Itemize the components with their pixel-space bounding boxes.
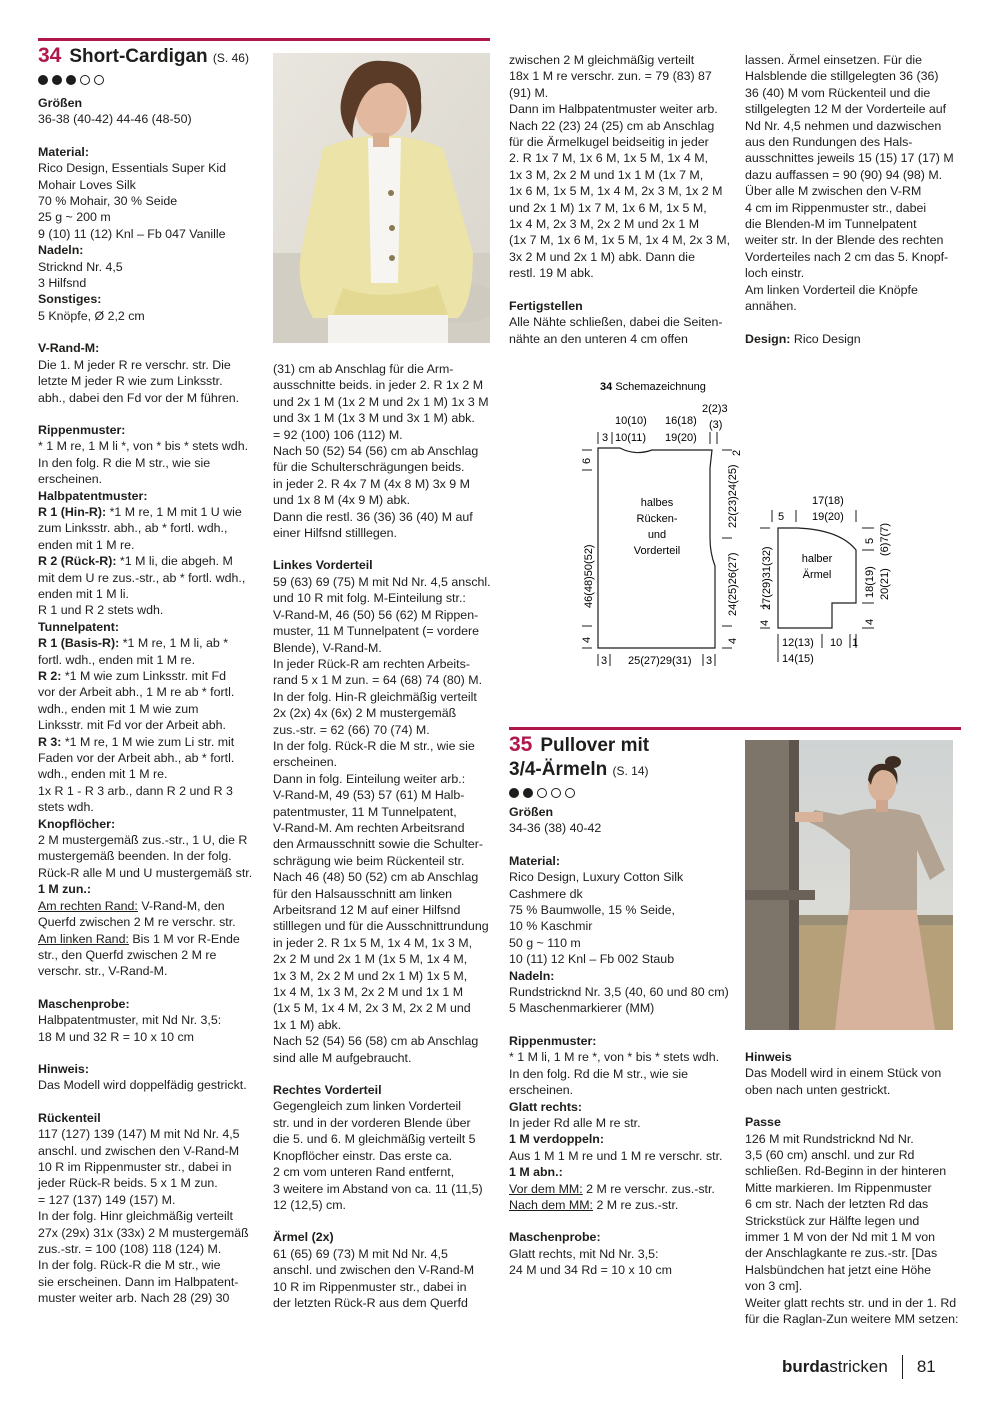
needles-text: Stricknd Nr. 4,5 3 Hilfsnd (38, 259, 123, 291)
sizes-heading: Größen (509, 805, 554, 819)
hinweis-text: Das Modell wird in einem Stück von oben nach unten gestrickt. (745, 1066, 942, 1097)
section-rule-34 (38, 38, 490, 41)
sleeve-dim-right-top-2: (6)7(7) (879, 522, 891, 556)
difficulty-dot-filled (523, 788, 533, 798)
sleeve-dim-left: 27(29)31(32) (761, 546, 773, 610)
body-dim-right-1: 22(23)24(25) (727, 464, 739, 528)
zun-right (38, 898, 268, 931)
footer-divider (902, 1355, 903, 1379)
zun-left-label: Am linken Rand: (38, 931, 129, 946)
vrand-text: Die 1. M jeder R re verschr. str. Die letzte M jeder R wie zum Linksstr. abh., dabei den Fd vor der M führen. (38, 357, 240, 405)
row-label: R 2 (Rück-R): (38, 554, 117, 569)
row-text: *1 M re, 1 M li, ab * fortl. wdh., enden mit 1 M re. (38, 636, 229, 667)
body-dim-bottom-b: 3 (706, 655, 713, 667)
page-reference: (S. 14) (612, 764, 649, 778)
body-dim-right-top: 2 (731, 449, 743, 456)
label-line: Ärmel (802, 569, 832, 581)
body-dim-top-4: (3) (709, 419, 723, 431)
pattern-34-header (38, 44, 268, 70)
design-label: Design: (745, 331, 791, 346)
difficulty-dot-empty (537, 788, 547, 798)
schematic-diagram (560, 378, 960, 678)
ruecken-continued: (31) cm ab Anschlag für die Arm- ausschnitte beids. in jeder 2. R 1x 2 M und 2x 1 M (1x 2 M und 2x 1 M) 1x 3 M und 3x 1 M (1x 3 M und 3x 1 M) abk. = 92 (100) 106 (112) M. Nach 50 (52) 54 (56) cm ab Anschlag für die Schulterschrägungen beids. in jeder 2. R 4x 7 M (4x 8 M) 3x 9 M und 1x 8 M (4x 9 M) abk. Dann die restl. 36 (36) 36 (40) M auf einer Hilfsnd stilllegen. (273, 362, 489, 541)
body-dim-right-2: 24(25)26(27) (727, 552, 739, 616)
needles-heading: Nadeln: (38, 243, 84, 258)
probe-text: Halbpatentmuster, mit Nd Nr. 3,5: 18 M und 32 R = 10 x 10 cm (38, 1013, 222, 1044)
schematic-svg (560, 378, 960, 678)
body-dim-left-bottom: 4 (581, 636, 593, 643)
label-line: und (647, 529, 667, 541)
hinweis-heading: Hinweis: (38, 1061, 89, 1076)
body-dim-top-3: 2(2)3 (702, 403, 728, 415)
sizes-heading: Größen (38, 96, 83, 110)
body-piece-label-text (634, 497, 680, 557)
vrand-heading: V-Rand-M: (38, 341, 100, 356)
tunnel-heading: Tunnelpatent: (38, 619, 119, 634)
difficulty-dot-filled (66, 75, 76, 85)
fertig-text: Alle Nähte schließen, dabei die Seiten- nähte an den unteren 4 cm offen (509, 315, 723, 346)
body-dim-bottom: 25(27)29(31) (628, 655, 692, 667)
passe-text: 126 M mit Rundstricknd Nd Nr. 3,5 (60 cm) anschl. und zur Rd schließen. Rd-Beginn in der hinteren Mitte markieren. Im Rippenmuster 6 cm str. Nach der letzten Rd das Strickstück zur Hälfte legen und immer 1 M von der Nd mit 1 M von der Anschlagkante re zus.-str. [Das Halsbündchen hat jetzt eine Höhe von 3 cm]. Weiter glatt rechts str. und in der 1. Rd für die Raglan-Zun weitere MM setzen: (745, 1131, 959, 1327)
column-3 (509, 52, 734, 347)
glatt-text: In jeder Rd alle M re str. (509, 1115, 641, 1130)
body-dim-bottom-a: 3 (601, 655, 608, 667)
body-dim-right-bottom: 4 (727, 637, 739, 644)
row-text: *1 M re, 1 M mit 1 U wie zum Linksstr. abh., ab * fortl. wdh., enden mit 1 M re. (38, 504, 242, 552)
rippen-text: * 1 M li, 1 M re *, von * bis * stets wdh. In den folg. Rd die M str., wie sie erscheinen. (509, 1050, 720, 1098)
difficulty-dot-filled (509, 788, 519, 798)
column-4-pattern-35 (745, 1049, 970, 1328)
pullover-photo (745, 740, 953, 1030)
body-dim-left-top: 6 (581, 457, 593, 464)
abn-before-text: 2 M re verschr. zus.-str. (582, 1181, 715, 1196)
brand-bold: burda (782, 1356, 830, 1376)
magazine-brand (782, 1356, 888, 1376)
abn-after-label: Nach dem MM: (509, 1197, 593, 1212)
needles-text: Rundstricknd Nr. 3,5 (40, 60 und 80 cm) 5 Maschenmarkierer (MM) (509, 985, 729, 1016)
halbpatent-heading: Halbpatentmuster: (38, 488, 148, 503)
halbpatent-row-1 (38, 504, 268, 553)
pattern-title-2-text: 3/4-Ärmeln (509, 759, 608, 780)
tunnel-row-2 (38, 668, 268, 734)
pattern-title-text: Short-Cardigan (69, 46, 208, 67)
verd-text: Aus 1 M 1 M re und 1 M re verschr. str. (509, 1148, 723, 1163)
pattern-number: 34 (38, 44, 62, 67)
difficulty-dot-empty (80, 75, 90, 85)
abn-heading: 1 M abn.: (509, 1165, 563, 1180)
zun-left (38, 931, 268, 980)
body-dim-top-1: 10(10) (615, 415, 647, 427)
hinweis-text: Das Modell wird doppelfädig gestrickt. (38, 1078, 247, 1093)
brand-rest: stricken (829, 1356, 888, 1376)
body-dim-top-c: 19(20) (665, 432, 697, 444)
abn-after-text: 2 M re zus.-str. (593, 1197, 679, 1212)
body-dim-top-a: 3 (602, 432, 609, 444)
body-dim-top-b: 10(11) (615, 432, 646, 444)
ruecken-text: 117 (127) 139 (147) M mit Nd Nr. 4,5 anschl. und zwischen den V-Rand-M 10 R im Rippenmuster str., dabei in jeder Rück-R beids. 5 x 1 M zun. = 127 (137) 149 (157) M. In der folg. Hinr gleichmäßig verteilt 27x (29x) 31x (33x) 2 M mustergemäß zus.-str. = 100 (108) 118 (124) M. In der folg. Rück-R die M str., wie sie erscheinen. Dann im Halbpatent- muster weiter arb. Nach 28 (29) 30 (38, 1127, 249, 1306)
page-number: 81 (916, 1356, 936, 1376)
zun-right-label: Am rechten Rand: (38, 898, 138, 913)
difficulty-dot-empty (94, 75, 104, 85)
pattern-title: Pullover mit (540, 735, 650, 756)
sleeve-dim-bottom-4: 14(15) (782, 653, 814, 665)
label-line: halbes (640, 497, 674, 509)
other-text: 5 Knöpfe, Ø 2,2 cm (38, 308, 145, 323)
difficulty-dot-empty (551, 788, 561, 798)
linkes-heading: Linkes Vorderteil (273, 558, 373, 573)
section-rule-35 (509, 727, 961, 730)
schematic-title-text: Schemazeichnung (615, 381, 706, 393)
fertig-continued: lassen. Ärmel einsetzen. Für die Halsblende die stillgelegten 36 (36) 36 (40) M vom Rückenteil und die stillgelegten 12 M der Vorderteile auf Nd Nr. 4,5 nehmen und dazwischen aus den Rundungen des Hals- ausschnittes jeweils 15 (15) 17 (17) M dazu auffassen = 90 (90) 94 (98) M. Über alle M zwischen den V-RM 4 cm im Rippenmuster str., dabei die Blenden-M im Tunnelpatent weiter str. In der Blende des rechten Vorderteiles nach 2 cm das 5. Knopf- loch einstr. Am linken Vorderteil die Knöpfe annähen. (745, 53, 954, 314)
cardigan-photo-illustration (273, 53, 490, 343)
aermel-text: 61 (65) 69 (73) M mit Nd Nr. 4,5 anschl. und zwischen den V-Rand-M 10 R im Rippenmuster str., dabei in der letzten Rück-R aus dem Querfd (273, 1246, 475, 1310)
page-footer (782, 1355, 936, 1379)
label-line: Rücken- (636, 513, 678, 525)
material-text: Rico Design, Luxury Cotton Silk Cashmere dk 75 % Baumwolle, 15 % Seide, 10 % Kaschmir 50 g ~ 110 m 10 (11) 12 Knl – Fb 002 Staub (509, 870, 684, 967)
passe-heading: Passe (745, 1115, 781, 1130)
fertig-heading: Fertigstellen (509, 298, 583, 313)
column-3-pattern-35 (509, 733, 739, 1279)
other-heading: Sonstiges: (38, 292, 102, 307)
abn-before (509, 1181, 739, 1197)
difficulty-rating (38, 75, 268, 85)
pattern-title (69, 45, 249, 70)
pattern-number: 35 (509, 733, 533, 756)
sleeve-dim-top-1: 17(18) (812, 495, 844, 507)
glatt-heading: Glatt rechts: (509, 1099, 582, 1114)
difficulty-dot-filled (52, 75, 62, 85)
abn-after (509, 1197, 739, 1213)
body-dim-top-2: 16(18) (665, 415, 697, 427)
ruecken-heading: Rückenteil (38, 1110, 101, 1125)
rippen-text: * 1 M re, 1 M li *, von * bis * stets wdh. In den folg. R die M str., wie sie erscheinen. (38, 439, 249, 487)
difficulty-rating (509, 788, 739, 798)
linkes-text: 59 (63) 69 (75) M mit Nd Nr. 4,5 anschl. und 10 R mit folg. M-Einteilung str.: V-Rand-M, 46 (50) 56 (62) M Rippen- muster, 11 M Tunnelpatent (= vordere Blende), V-Rand-M. In jeder Rück-R am rechten Arbeits- rand 5 x 1 M zun. = 64 (68) 74 (80) M. In der folg. Hin-R gleichmäßig verteilt 2x (2x) 4x (6x) 2 M mustergemäß zus.-str. = 62 (66) 70 (74) M. In der folg. Rück-R die M str., wie sie erscheinen. Dann in folg. Einteilung weiter arb.: V-Rand-M, 49 (53) 57 (61) M Halb- patentmuster, 11 M Tunnelpatent, V-Rand-M. Am rechten Arbeitsrand den Armausschnitt sowie die Schulter- schrägung wie beim Rückenteil str. Nach 46 (48) 50 (52) cm ab Anschlag für den Halsausschnitt am linken Arbeitsrand 12 M auf einer Hilfsnd stilllegen und für die Ausschnittrundung in jeder 2. R 1x 5 M, 1x 4 M, 1x 3 M, 2x 2 M und 2x 1 M (1x 5 M, 1x 4 M, 1x 3 M, 2x 2 M und 2x 1 M) 1x 5 M, 1x 4 M, 1x 3 M, 2x 2 M und 1x 1 M (1x 5 M, 1x 4 M, 2x 3 M, 2x 2 M und 1x 1 M) abk. Nach 52 (54) 56 (58) cm ab Anschlag sind alle M aufgebraucht. (273, 574, 491, 1065)
row-label: R 3: (38, 734, 62, 749)
probe-text: Glatt rechts, mit Nd Nr. 3,5: 24 M und 34 Rd = 10 x 10 cm (509, 1246, 672, 1278)
halbpatent-row-2 (38, 553, 268, 619)
sizes-text: 36-38 (40-42) 44-46 (48-50) (38, 112, 192, 127)
design-text: Rico Design (790, 331, 861, 346)
sleeve-dim-bottom-2: 10 (830, 637, 843, 649)
sleeve-dim-left-bottom: 4 (759, 619, 771, 626)
schematic-number: 34 (600, 381, 613, 393)
knopf-heading: Knopflöcher: (38, 816, 116, 831)
tunnel-row-1 (38, 635, 268, 668)
material-heading: Material: (509, 853, 560, 868)
sleeve-dim-right-2: 20(21) (879, 568, 891, 600)
rippen-heading: Rippenmuster: (509, 1033, 597, 1048)
sleeve-dim-right-bottom: 4 (864, 618, 876, 625)
sleeve-dim-right-1: 18(19) (864, 566, 876, 598)
needles-heading: Nadeln: (509, 968, 555, 983)
sleeve-dim-right-top: 5 (864, 537, 876, 544)
abn-before-label: Vor dem MM: (509, 1181, 583, 1196)
row-text: *1 M li, die abgeh. M mit dem U re zus.-str., ab * fortl. wdh., enden mit 1 M li. R 1 und R 2 stets wdh. (38, 554, 246, 618)
rechtes-text: Gegengleich zum linken Vorderteil str. und in der vorderen Blende über die 5. und 6. M gleichmäßig verteilt 5 Knopflöcher einstr. Das erste ca. 2 cm vom unteren Rand entfernt, 3 weitere im Abstand von ca. 11 (11,5) 12 (12,5) cm. (273, 1099, 483, 1212)
rippen-heading: Rippenmuster: (38, 422, 126, 437)
tunnel-row-3 (38, 734, 268, 816)
difficulty-dot-empty (565, 788, 575, 798)
label-line: Vorderteil (633, 545, 681, 557)
row-label: R 1 (Hin-R): (38, 504, 107, 519)
column-2 (273, 361, 493, 1311)
probe-heading: Maschenprobe: (509, 1230, 601, 1245)
pullover-photo-illustration (745, 740, 953, 1030)
material-text: Rico Design, Essentials Super Kid Mohair Loves Silk 70 % Mohair, 30 % Seide 25 g ~ 200 m 9 (10) 11 (12) Knl – Fb 047 Vanille (38, 161, 227, 241)
row-label: R 2: (38, 669, 62, 683)
rechtes-heading: Rechtes Vorderteil (273, 1083, 382, 1098)
sleeve-piece-label (802, 553, 833, 581)
material-heading: Material: (38, 144, 89, 159)
row-text: *1 M re, 1 M wie zum Li str. mit Faden vor der Arbeit abh., ab * fortl. wdh., enden mit 1 M re. 1x R 1 - R 3 arb., dann R 2 und R 3 stets wdh. (38, 734, 235, 815)
pattern-title-line-2 (509, 758, 739, 783)
sleeve-dim-bottom-3: 1 (852, 637, 859, 649)
column-1 (38, 44, 268, 1307)
sleeve-dim-top-2: 19(20) (812, 511, 844, 523)
hinweis-heading: Hinweis (745, 1050, 792, 1064)
sleeve-dim-bottom-1: 12(13) (782, 637, 814, 649)
zun-left-text: Bis 1 M vor R-Ende str., den Querfd zwischen 2 M re verschr. str., V-Rand-M. (38, 931, 240, 979)
row-text: *1 M wie zum Linksstr. mit Fd vor der Arbeit abh., 1 M re ab * fortl. wdh., enden mit 1 M wie zum Linksstr. mit Fd vor der Arbeit abh. (38, 669, 235, 733)
row-label: R 1 (Basis-R): (38, 636, 120, 651)
body-dim-left: 46(48)50(52) (583, 544, 595, 608)
probe-heading: Maschenprobe: (38, 996, 130, 1011)
page-reference: (S. 46) (212, 51, 249, 65)
sizes-text: 34-36 (38) 40-42 (509, 821, 602, 836)
design-credit (745, 331, 970, 347)
knopf-text: 2 M mustergemäß zus.-str., 1 U, die R mustergemäß beenden. In der folg. Rück-R alle M und U mustergemäß str. (38, 833, 253, 880)
sleeve-dim-top-a: 5 (778, 511, 785, 523)
zun-heading: 1 M zun.: (38, 882, 91, 897)
schematic-title (600, 381, 706, 393)
cardigan-photo (273, 53, 490, 343)
aermel-heading: Ärmel (2x) (273, 1230, 334, 1245)
label-line: halber (801, 553, 833, 565)
zun-right-text: V-Rand-M, den Querfd zwischen 2 M re verschr. str. (38, 898, 236, 930)
verd-heading: 1 M verdoppeln: (509, 1132, 605, 1147)
aermel-continued: zwischen 2 M gleichmäßig verteilt 18x 1 M re verschr. zun. = 79 (83) 87 (91) M. Dann im Halbpatentmuster weiter arb. Nach 22 (23) 24 (25) cm ab Anschlag für die Ärmelkugel beidseitig in jeder 2. R 1x 7 M, 1x 6 M, 1x 5 M, 1x 4 M, 1x 3 M, 2x 2 M und 1x 1 M (1x 7 M, 1x 6 M, 1x 5 M, 1x 4 M, 2x 3 M, 1x 2 M und 2x 1 M) 1x 7 M, 1x 6 M, 1x 5 M, 1x 4 M, 2x 3 M, 2x 2 M und 2x 1 M (1x 7 M, 1x 6 M, 1x 5 M, 1x 4 M, 2x 3 M, 3x 2 M und 2x 1 M) abk. Dann die restl. 19 M abk. (509, 53, 731, 281)
difficulty-dot-filled (38, 75, 48, 85)
pattern-35-header (509, 733, 739, 758)
column-4 (745, 52, 970, 347)
